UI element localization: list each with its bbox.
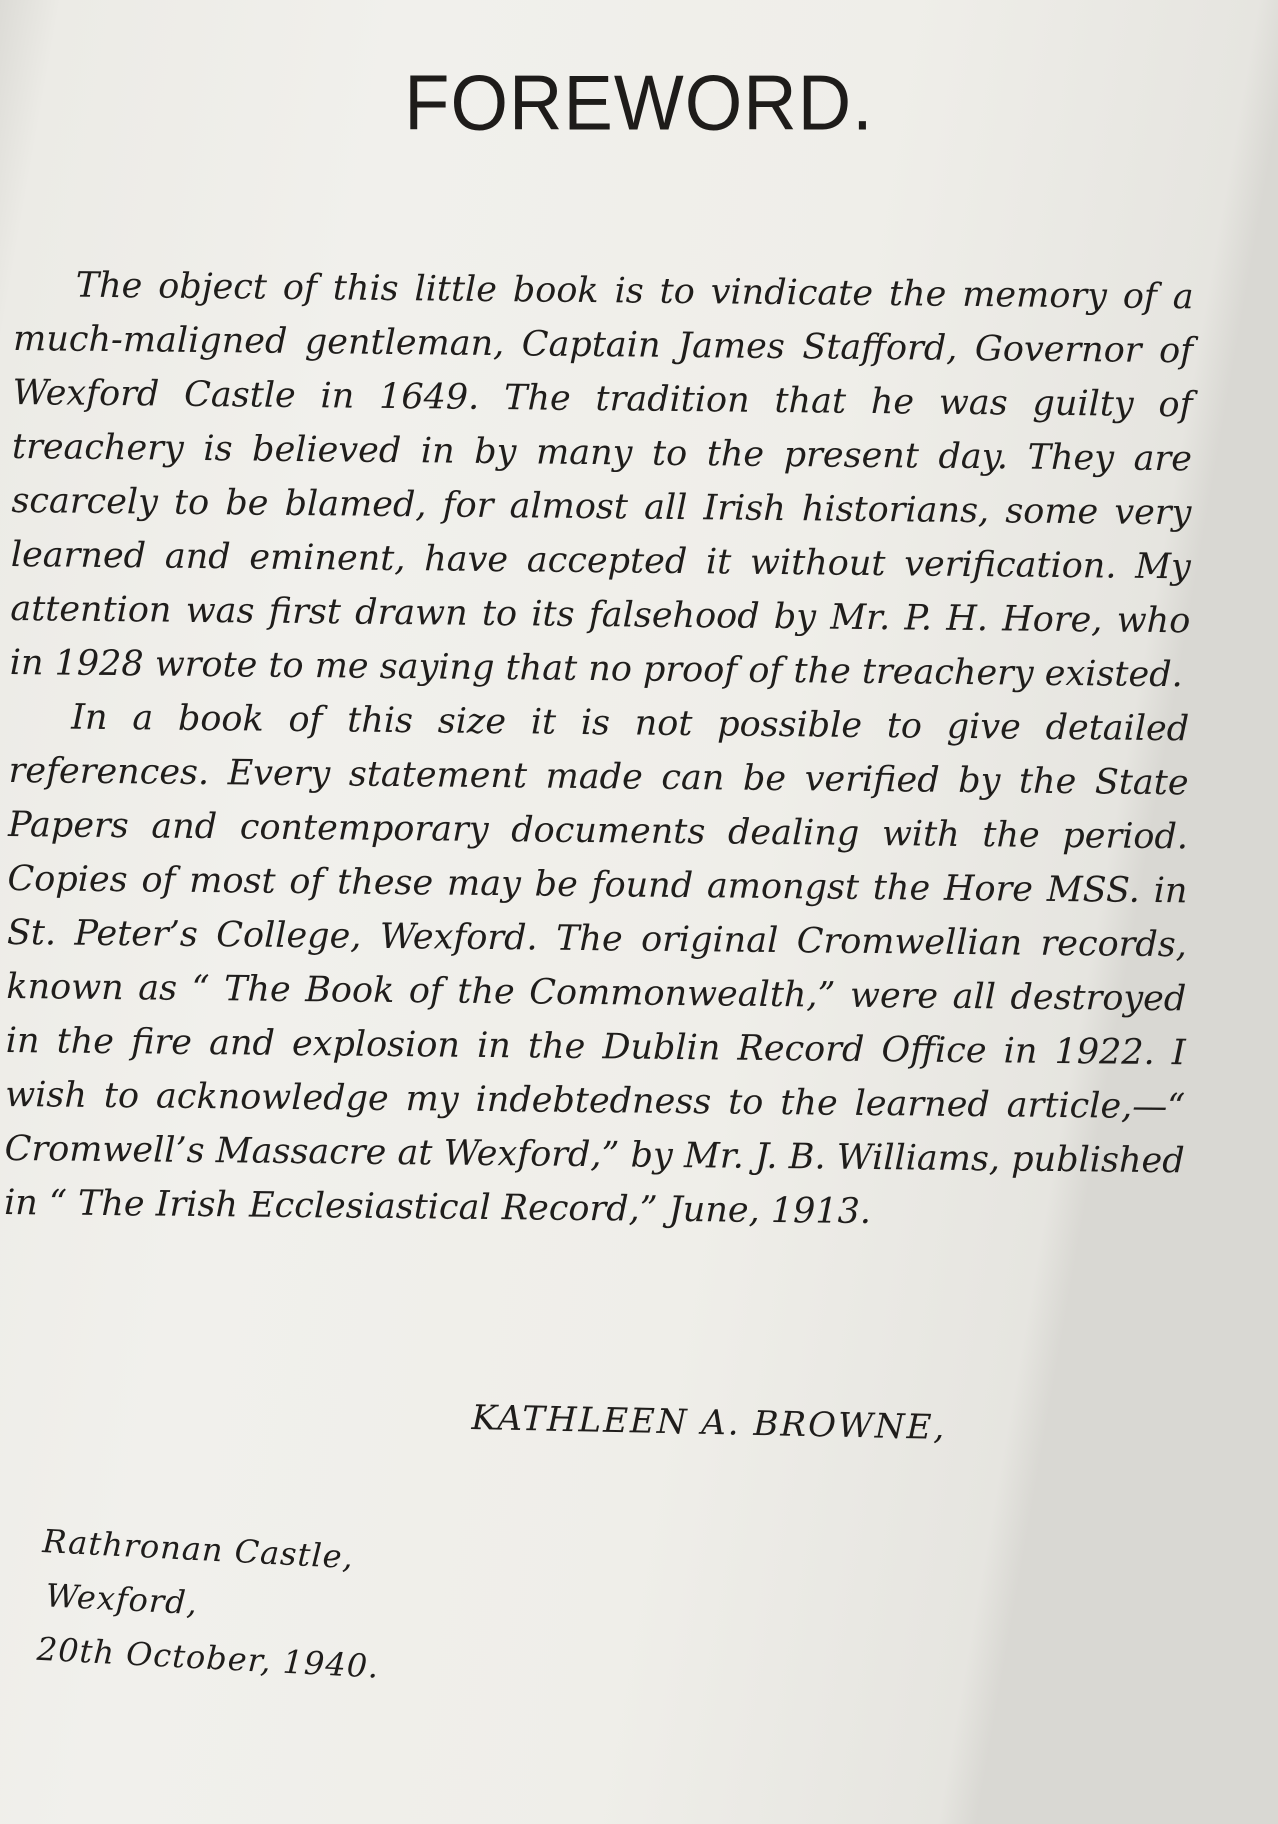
paragraph-1: The object of this little book is to vindicate the memory of a much-maligned gentleman, Captain James Stafford, Governor of Wexford Castle in 1649. The tradition that he was guilty of treachery is believed in by many to the present day. They are scarcely to be blamed, for almost all Irish historians, some very learned and eminent, have accepted it without verification. My attention was first drawn to its falsehood by Mr. P. H. Hore, who in 1928 wrote to me saying that no proof of the treachery existed. [9,265,1194,696]
foreword-body [4,258,1194,1242]
page-title: FOREWORD. [404,58,874,147]
address-line-town: Wexford, [44,1576,199,1623]
author-signature: KATHLEEN A. BROWNE, [471,1398,947,1448]
address-line-date: 20th October, 1940. [35,1629,381,1686]
address-line-place: Rathronan Castle, [41,1521,355,1577]
paragraph-2: In a book of this size it is not possible to give detailed references. Every statement made can be verified by the State Papers and contemporary documents dealing with the period. Copies of most of these may be found amongst the Hore MSS. in St. Peter’s College, Wexford. The original Cromwellian records, known as “ The Book of the Commonwealth,” were all destroyed in the fire and explosion in the Dublin Record Office in 1922. I wish to acknowledge my indebtedness to the learned article,—“ Cromwell’s Massacre at Wexford,” by Mr. J. B. Williams, published in “ The Irish Ecclesiastical Record,” June, 1913. [3,697,1190,1233]
address-block [36,1514,387,1694]
